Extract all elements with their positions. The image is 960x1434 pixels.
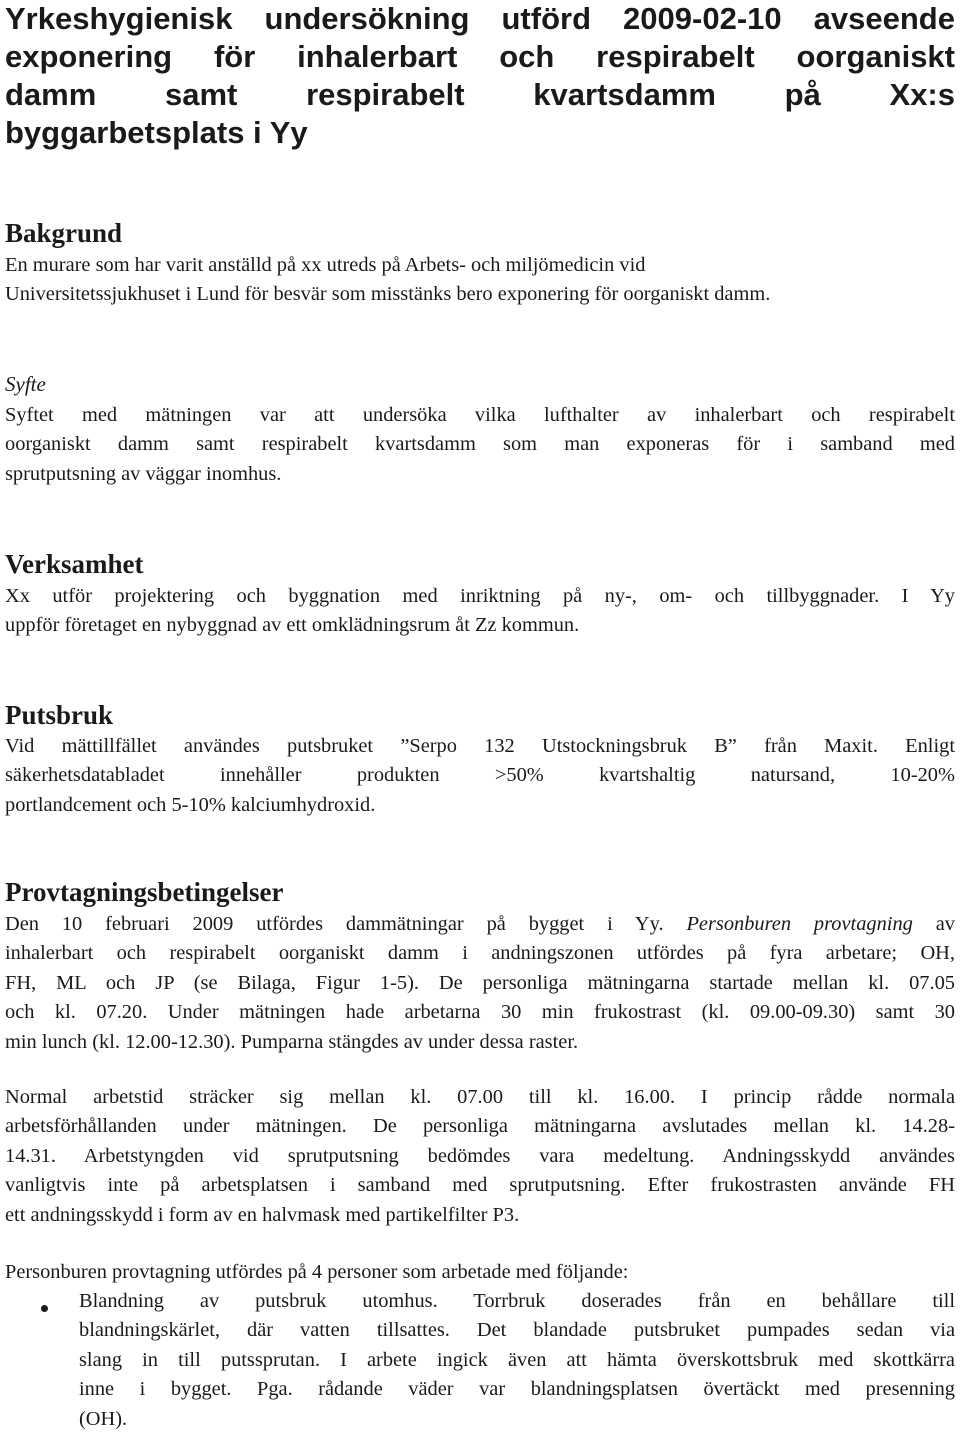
- bullet-icon: [41, 1305, 48, 1312]
- text-line: [5, 910, 955, 939]
- text-line: sprutputsning av väggar inomhus.: [5, 462, 282, 485]
- text-line: (OH).: [79, 1407, 128, 1430]
- text-line: portlandcement och 5-10% kalciumhydroxid.: [5, 793, 376, 816]
- text-line: Syftet med mätningen var att undersöka vilka lufthalter av inhalerbart och respirabelt: [5, 404, 955, 426]
- heading-verksamhet: Verksamhet: [5, 549, 144, 579]
- italic-term: Personburen provtagning: [686, 913, 913, 935]
- text-run: Den 10 februari 2009 utfördes dammätningar på bygget i Yy.: [5, 913, 687, 935]
- heading-putsbruk: Putsbruk: [5, 700, 114, 730]
- text-line: FH, ML och JP (se Bilaga, Figur 1-5). De personliga mätningarna startade mellan kl. 07.05: [5, 971, 955, 994]
- title-line: Yrkeshygienisk undersökning utförd 2009-02-10 avseende: [5, 1, 955, 36]
- text-line: vanligtvis inte på arbetsplatsen i samband med sprutputsning. Efter frukostrasten använde FH: [5, 1174, 955, 1197]
- text-line: 14.31. Arbetstyngden vid sprutputsning bedömdes vara medeltung. Andningsskydd användes: [5, 1144, 955, 1167]
- text-run: av: [912, 913, 956, 935]
- paragraph-provtagning-1: [5, 910, 955, 1057]
- list-item-text: [79, 1287, 955, 1434]
- document-title: [5, 0, 955, 152]
- paragraph-verksamhet: [5, 582, 955, 641]
- text-line: Xx utför projektering och byggnation med inriktning på ny-, om- och tillbyggnader. I Yy: [5, 585, 955, 607]
- heading-bakgrund: Bakgrund: [5, 218, 123, 248]
- title-line: byggarbetsplats i Yy: [5, 115, 308, 150]
- text-line: uppför företaget en nybyggnad av ett omklädningsrum åt Zz kommun.: [5, 614, 580, 637]
- text-line: inne i bygget. Pga. rådande väder var blandningsplatsen övertäckt med presenning: [79, 1378, 955, 1401]
- paragraph-bakgrund: [5, 251, 955, 310]
- paragraph-syfte: [5, 401, 955, 489]
- text-line: min lunch (kl. 12.00-12.30). Pumparna stängdes av under dessa raster.: [5, 1030, 579, 1053]
- text-line: oorganiskt damm samt respirabelt kvartsdamm som man exponeras för i samband med: [5, 433, 955, 456]
- text-line: och kl. 07.20. Under mätningen hade arbetarna 30 min frukostrast (kl. 09.00-09.30) samt 30: [5, 1001, 955, 1024]
- paragraph-putsbruk: [5, 732, 955, 820]
- text-line: Personburen provtagning utfördes på 4 personer som arbetade med följande:: [5, 1261, 629, 1283]
- heading-syfte: Syfte: [5, 372, 46, 396]
- text-line: blandningskärlet, där vatten tillsattes. Det blandade putsbruket pumpades sedan via: [79, 1319, 955, 1342]
- paragraph-provtagning-3: [5, 1258, 955, 1287]
- title-line: exponering för inhalerbart och respirabelt oorganiskt: [5, 39, 955, 74]
- text-line: arbetsförhållanden under mätningen. De personliga mätningarna avslutades mellan kl. 14.28-: [5, 1115, 955, 1138]
- paragraph-provtagning-2: [5, 1083, 955, 1230]
- text-line: Universitetssjukhuset i Lund för besvär som misstänks bero exponering för oorganiskt damm.: [5, 283, 771, 306]
- text-line: slang in till putssprutan. I arbete ingick även att hämta överskottsbruk med skottkärra: [79, 1348, 955, 1371]
- text-line: Vid mättillfället användes putsbruket ”Serpo 132 Utstockningsbruk B” från Maxit. Enligt: [5, 735, 955, 757]
- text-line: ett andningsskydd i form av en halvmask med partikelfilter P3.: [5, 1203, 520, 1226]
- text-line: En murare som har varit anställd på xx utreds på Arbets- och miljömedicin vid: [5, 254, 646, 276]
- text-line: Normal arbetstid sträcker sig mellan kl. 07.00 till kl. 16.00. I princip rådde normala: [5, 1086, 955, 1108]
- text-line: Blandning av putsbruk utomhus. Torrbruk doserades från en behållare till: [79, 1290, 955, 1312]
- heading-provtagningsbetingelser: Provtagningsbetingelser: [5, 877, 284, 907]
- title-line: damm samt respirabelt kvartsdamm på Xx:s: [5, 77, 955, 112]
- text-line: inhalerbart och respirabelt oorganiskt damm i andningszonen utfördes på fyra arbetare; OH,: [5, 942, 955, 965]
- text-line: säkerhetsdatabladet innehåller produkten >50% kvartshaltig natursand, 10-20%: [5, 764, 955, 787]
